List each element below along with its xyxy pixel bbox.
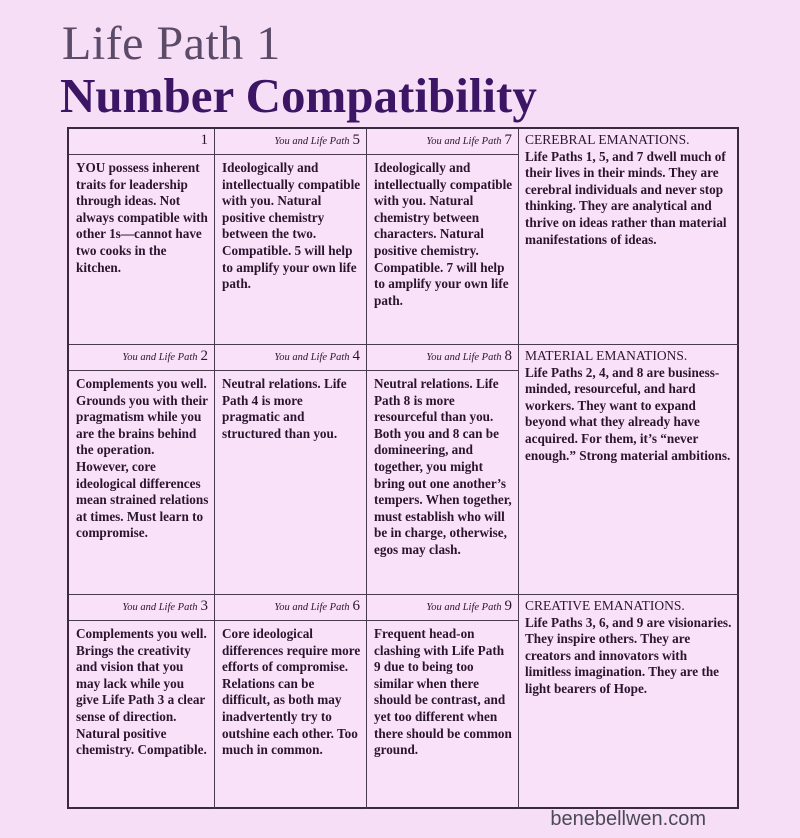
compatibility-text-2: Complements you well. Grounds you with their pragmatism while you are the brains behind the operation. However, core ideological differences mean strained relations at times. Must learn to compromise. bbox=[69, 371, 215, 595]
header-number: 4 bbox=[352, 348, 360, 364]
column-header-6 bbox=[215, 595, 367, 621]
compatibility-text-9: Frequent head-on clashing with Life Path 9 due to being too similar when there should be contrast, and yet too different when there should be common ground. bbox=[367, 621, 519, 809]
compatibility-text-7: Ideologically and intellectually compatible with you. Natural chemistry between characters. Natural positive chemistry. Compatible. 7 will help to amplify your own life path. bbox=[367, 155, 519, 345]
column-header-8 bbox=[367, 345, 519, 371]
header-prefix: You and Life Path bbox=[122, 602, 198, 613]
column-header-1 bbox=[69, 129, 215, 155]
column-header-7 bbox=[367, 129, 519, 155]
column-header-3 bbox=[69, 595, 215, 621]
emanation-text: Life Paths 2, 4, and 8 are business-minded, resourceful, and hard workers. They want to expand beyond what they already have acquired. For them, it’s “never enough.” Strong material ambitions. bbox=[525, 364, 731, 463]
website-credit: benebellwen.com bbox=[550, 808, 706, 830]
header-number: 1 bbox=[200, 132, 208, 148]
column-header-4 bbox=[215, 345, 367, 371]
header-prefix: You and Life Path bbox=[426, 602, 502, 613]
title-line-2: Number Compatibility bbox=[60, 68, 537, 123]
header-number: 2 bbox=[200, 348, 208, 364]
header-number: 5 bbox=[352, 132, 360, 148]
title-line-1: Life Path 1 bbox=[62, 17, 281, 70]
header-prefix: You and Life Path bbox=[122, 352, 198, 363]
compatibility-text-4: Neutral relations. Life Path 4 is more pragmatic and structured than you. bbox=[215, 371, 367, 595]
header-prefix: You and Life Path bbox=[274, 352, 350, 363]
column-header-5 bbox=[215, 129, 367, 155]
column-header-9 bbox=[367, 595, 519, 621]
emanation-summary bbox=[519, 345, 739, 595]
compatibility-text-3: Complements you well. Brings the creativity and vision that you may lack while you give Life Path 3 a clear sense of direction. Natural positive chemistry. Compatible. bbox=[69, 621, 215, 809]
emanation-summary bbox=[519, 595, 739, 809]
compatibility-text-6: Core ideological differences require more efforts of compromise. Relations can be difficult, as both may inadvertently try to outshine each other. Too much in common. bbox=[215, 621, 367, 809]
emanation-title: CREATIVE EMANATIONS. bbox=[525, 598, 685, 613]
header-number: 7 bbox=[504, 132, 512, 148]
header-number: 9 bbox=[504, 598, 512, 614]
header-prefix: You and Life Path bbox=[426, 352, 502, 363]
compatibility-text-5: Ideologically and intellectually compatible with you. Natural positive chemistry between the two. Compatible. 5 will help to amplify your own life path. bbox=[215, 155, 367, 345]
compatibility-text-8: Neutral relations. Life Path 8 is more resourceful than you. Both you and 8 can be domineering, and together, you might bring out one another’s tempers. When together, must establish who will be in charge, otherwise, egos may clash. bbox=[367, 371, 519, 595]
compatibility-text-1: YOU possess inherent traits for leadership through ideas. Not always compatible with other 1s—cannot have two cooks in the kitchen. bbox=[69, 155, 215, 345]
header-number: 3 bbox=[200, 598, 208, 614]
compatibility-table bbox=[67, 127, 739, 809]
header-prefix: You and Life Path bbox=[426, 136, 502, 147]
emanation-title: CEREBRAL EMANATIONS. bbox=[525, 132, 690, 147]
column-header-2 bbox=[69, 345, 215, 371]
emanation-text: Life Paths 1, 5, and 7 dwell much of their lives in their minds. They are cerebral individuals and never stop thinking. They are analytical and thrive on ideas rather than material manifestations of ideas. bbox=[525, 148, 727, 247]
header-prefix: You and Life Path bbox=[274, 136, 350, 147]
emanation-summary bbox=[519, 129, 739, 345]
emanation-title: MATERIAL EMANATIONS. bbox=[525, 348, 688, 363]
header-number: 6 bbox=[352, 598, 360, 614]
emanation-text: Life Paths 3, 6, and 9 are visionaries. They inspire others. They are creators and innovators with limitless imagination. They are the light bearers of Hope. bbox=[525, 614, 732, 696]
header-prefix: You and Life Path bbox=[274, 602, 350, 613]
header-number: 8 bbox=[504, 348, 512, 364]
